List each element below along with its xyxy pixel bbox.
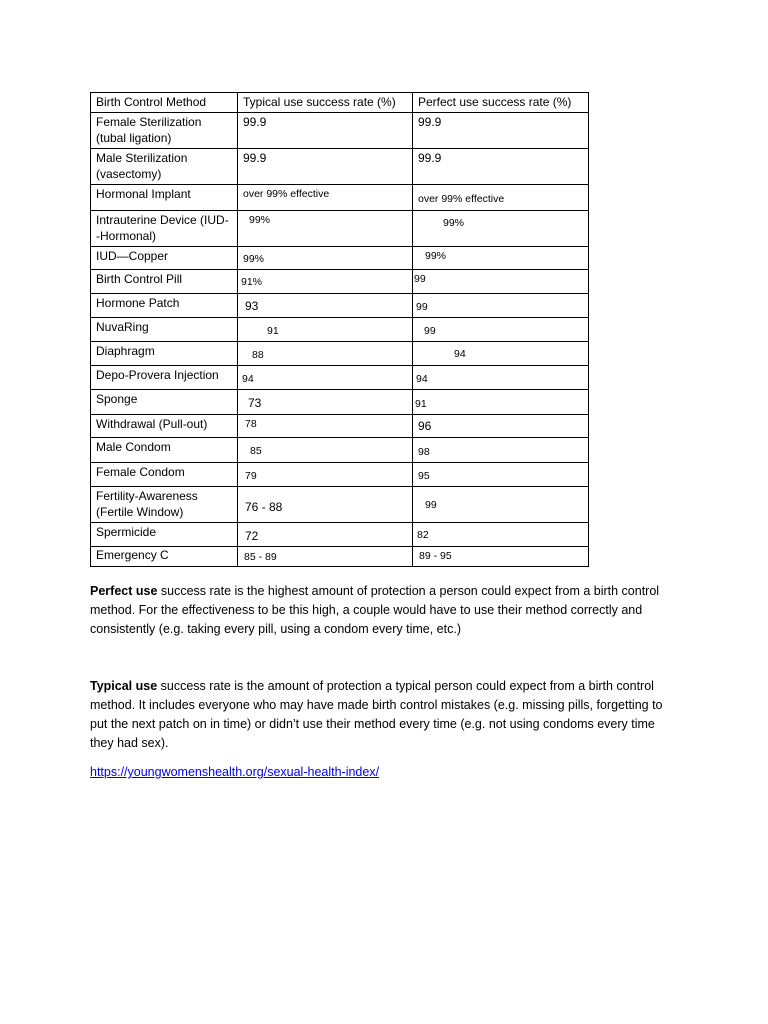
method-cell: NuvaRing	[91, 318, 238, 342]
method-cell: Fertility-Awareness (Fertile Window)	[91, 487, 238, 523]
table-row	[91, 366, 589, 390]
perfect-cell: 99	[413, 318, 589, 342]
typical-cell: 99%	[238, 247, 413, 270]
typical-cell: 76 - 88	[238, 487, 413, 523]
method-cell: Female Sterilization (tubal ligation)	[91, 113, 238, 149]
method-cell: IUD—Copper	[91, 247, 238, 270]
perfect-cell: 99.9	[413, 113, 589, 149]
perfect-cell: 99.9	[413, 149, 589, 185]
method-cell: Spermicide	[91, 523, 238, 547]
table-row	[91, 438, 589, 463]
table-row	[91, 113, 589, 149]
column-header-method: Birth Control Method	[91, 93, 238, 113]
typical-cell: 85	[238, 438, 413, 463]
perfect-use-term: Perfect use	[90, 584, 158, 598]
typical-cell: 91%	[238, 270, 413, 294]
method-cell: Sponge	[91, 390, 238, 415]
table-row	[91, 270, 589, 294]
column-header-perfect: Perfect use success rate (%)	[413, 93, 589, 113]
method-cell: Female Condom	[91, 463, 238, 487]
table-row	[91, 390, 589, 415]
typical-cell: 93	[238, 294, 413, 318]
table-row	[91, 247, 589, 270]
table-row	[91, 211, 589, 247]
typical-cell: 99.9	[238, 113, 413, 149]
perfect-cell: over 99% effective	[413, 185, 589, 211]
table-row	[91, 415, 589, 438]
table-row	[91, 463, 589, 487]
typical-use-definition	[90, 677, 680, 753]
table-row	[91, 149, 589, 185]
typical-cell: 99.9	[238, 149, 413, 185]
method-cell: Emergency C	[91, 547, 238, 567]
perfect-cell: 89 - 95	[413, 547, 589, 567]
table-header-row	[91, 93, 589, 113]
perfect-cell: 99	[413, 270, 589, 294]
method-cell: Male Sterilization (vasectomy)	[91, 149, 238, 185]
table-row	[91, 294, 589, 318]
perfect-cell: 99%	[413, 247, 589, 270]
typical-cell: 78	[238, 415, 413, 438]
method-cell: Male Condom	[91, 438, 238, 463]
table-row	[91, 547, 589, 567]
birth-control-table	[90, 92, 589, 567]
method-cell: Intrauterine Device (IUD--Hormonal)	[91, 211, 238, 247]
table-row	[91, 185, 589, 211]
perfect-use-text: success rate is the highest amount of protection a person could expect from a birth control method. For the effectiveness to be this high, a couple would have to use their method correctly and consistently (e.g. taking every pill, using a condom every time, etc.)	[90, 584, 660, 636]
typical-cell: 88	[238, 342, 413, 366]
method-cell: Diaphragm	[91, 342, 238, 366]
typical-cell: 91	[238, 318, 413, 342]
table-row	[91, 342, 589, 366]
method-cell: Withdrawal (Pull-out)	[91, 415, 238, 438]
perfect-cell: 94	[413, 366, 589, 390]
perfect-cell: 98	[413, 438, 589, 463]
table-row	[91, 523, 589, 547]
perfect-cell: 99	[413, 294, 589, 318]
method-cell: Depo-Provera Injection	[91, 366, 238, 390]
typical-cell: 99%	[238, 211, 413, 247]
perfect-use-definition	[90, 582, 680, 639]
perfect-cell: 99	[413, 487, 589, 523]
perfect-cell: 95	[413, 463, 589, 487]
typical-use-term: Typical use	[90, 679, 158, 693]
table-row	[91, 318, 589, 342]
typical-cell: over 99% effective	[238, 185, 413, 211]
typical-cell: 94	[238, 366, 413, 390]
method-cell: Hormone Patch	[91, 294, 238, 318]
perfect-cell: 96	[413, 415, 589, 438]
source-link[interactable]: https://youngwomenshealth.org/sexual-health-index/	[90, 765, 380, 779]
perfect-cell: 94	[413, 342, 589, 366]
typical-cell: 72	[238, 523, 413, 547]
perfect-cell: 91	[413, 390, 589, 415]
method-cell: Hormonal Implant	[91, 185, 238, 211]
typical-cell: 79	[238, 463, 413, 487]
typical-use-text: success rate is the amount of protection a typical person could expect from a birth control method. It includes everyone who may have made birth control mistakes (e.g. missing pills, forgetting to put the next patch on in time) or didn’t use their method every time (e.g. not using condoms every time they had sex).	[90, 679, 663, 750]
column-header-typical: Typical use success rate (%)	[238, 93, 413, 113]
perfect-cell: 99%	[413, 211, 589, 247]
perfect-cell: 82	[413, 523, 589, 547]
typical-cell: 73	[238, 390, 413, 415]
method-cell: Birth Control Pill	[91, 270, 238, 294]
table-row	[91, 487, 589, 523]
typical-cell: 85 - 89	[238, 547, 413, 567]
